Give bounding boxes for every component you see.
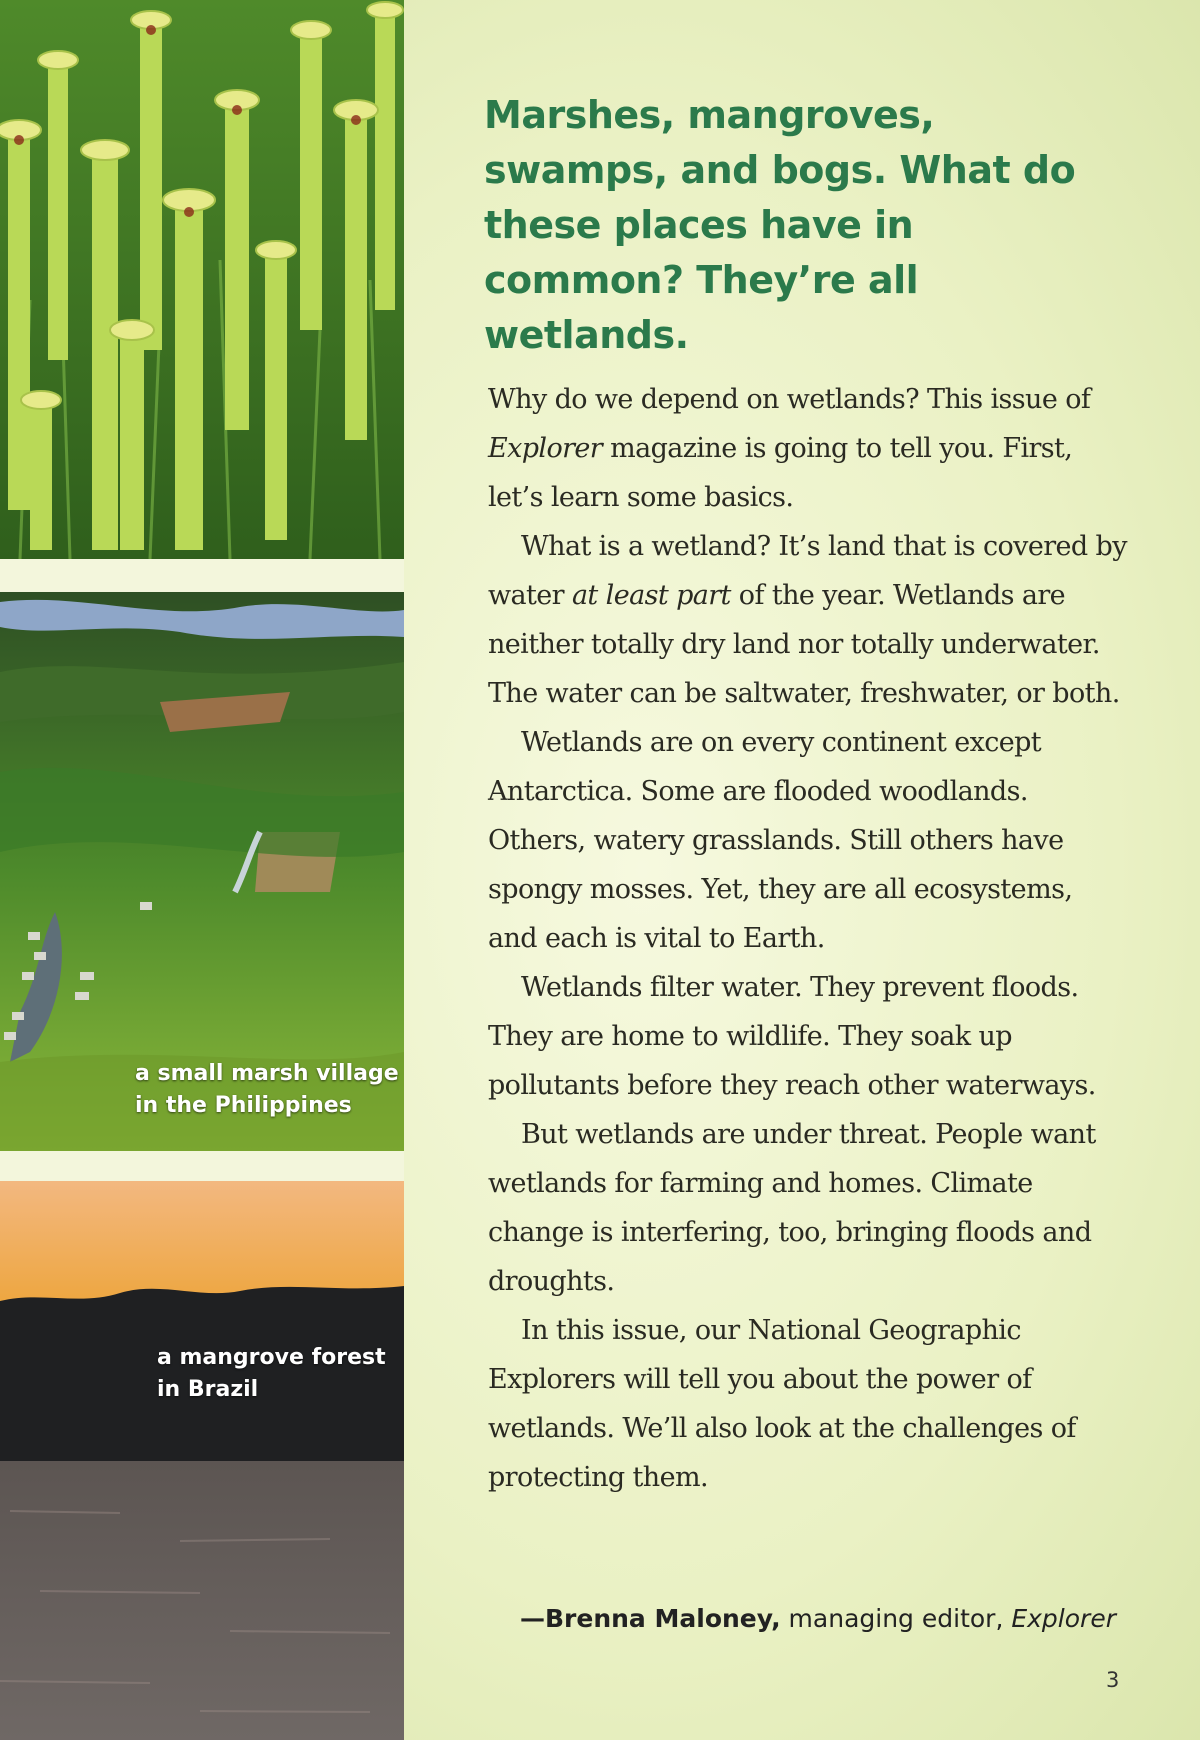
mangrove-forest-photo bbox=[0, 1181, 404, 1740]
magazine-title-italic: Explorer bbox=[488, 433, 603, 464]
photo-column bbox=[0, 0, 404, 1740]
mangrove-forest-image bbox=[0, 1181, 404, 1740]
paragraph-1-text-a: Why do we depend on wetlands? This issue of bbox=[488, 384, 1091, 415]
paragraph-1 bbox=[488, 375, 1128, 522]
paragraph-1-text-b: magazine is going to tell you. First, let’s learn some basics. bbox=[488, 433, 1073, 513]
paragraph-3: Wetlands are on every continent except Antarctica. Some are flooded woodlands. Others, watery grasslands. Still others have spongy mosses. Yet, they are all ecosystems, and each is vital to Earth. bbox=[488, 727, 1073, 954]
paragraph-2-text-b: of the year. Wetlands are neither totally dry land nor totally underwater. The water can be saltwater, freshwater, or both. bbox=[488, 580, 1120, 709]
mangrove-forest-caption: a mangrove forest in Brazil bbox=[157, 1345, 386, 1402]
paragraph-6: In this issue, our National Geographic Explorers will tell you about the power of wetlands. We’ll also look at the challenges of protecting them. bbox=[488, 1315, 1076, 1493]
page-headline: Marshes, mangroves, swamps, and bogs. What do these places have in common? They’re all wetlands. bbox=[484, 93, 1076, 357]
editor-role: managing editor, bbox=[780, 1604, 1012, 1633]
paragraph-2-text-a: What is a wetland? It’s land that is covered by water bbox=[488, 531, 1127, 611]
paragraph-5: But wetlands are under threat. People want wetlands for farming and homes. Climate change is interfering, too, bringing floods and droughts. bbox=[488, 1119, 1096, 1297]
paragraph-2 bbox=[488, 522, 1128, 718]
paragraph-4: Wetlands filter water. They prevent floods. They are home to wildlife. They soak up pollutants before they reach other waterways. bbox=[488, 972, 1096, 1101]
emphasis-italic: at least part bbox=[571, 580, 731, 611]
page-number: 3 bbox=[1106, 1668, 1120, 1692]
pitcher-plant-image bbox=[0, 0, 404, 559]
publication-name: Explorer bbox=[1011, 1604, 1116, 1633]
pitcher-plant-photo bbox=[0, 0, 404, 559]
marsh-village-caption: a small marsh village in the Philippines bbox=[135, 1061, 399, 1118]
editor-name: —Brenna Maloney, bbox=[520, 1604, 781, 1633]
article-body bbox=[488, 375, 1128, 1502]
editor-signature bbox=[520, 1604, 1116, 1633]
